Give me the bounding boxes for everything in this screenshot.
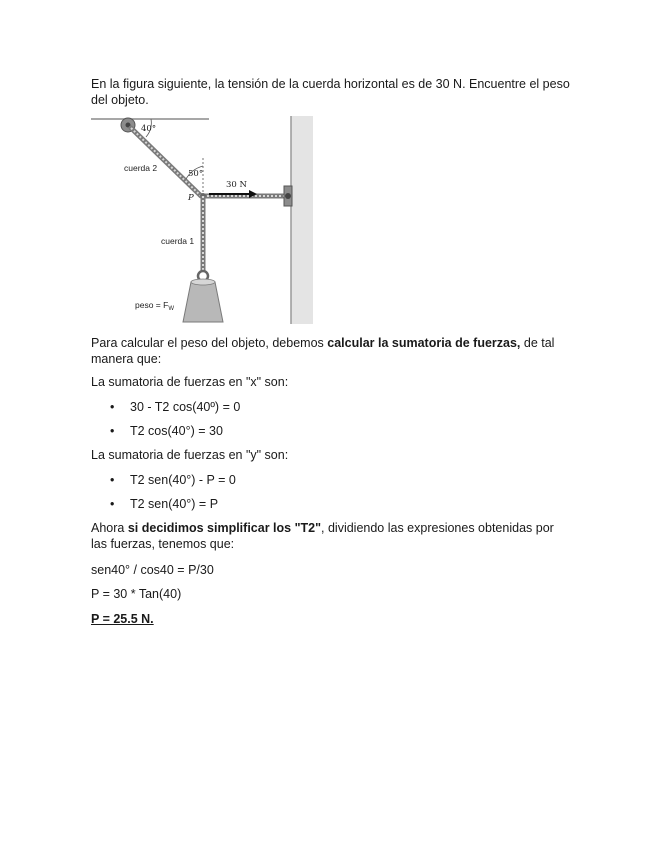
weight-top: [191, 279, 215, 285]
cuerda1-label: cuerda 1: [161, 236, 195, 246]
force-label: 30 N: [226, 180, 247, 190]
list-item: • 30 - T2 cos(40º) = 0: [110, 400, 241, 414]
weight-label: peso = $F_W$: [135, 300, 174, 312]
list-item: • T2 cos(40°) = 30: [110, 424, 223, 438]
intro-text: En la figura siguiente, la tensión de la cuerda horizontal es de 30 N. Encuentre el peso del objeto.: [91, 77, 570, 107]
force-diagram: [91, 116, 313, 324]
sum-x-label: La sumatoria de fuerzas en "x" son:: [91, 375, 289, 389]
angle-mid-label: 50°: [188, 169, 204, 179]
sum-y-label: La sumatoria de fuerzas en "y" son:: [91, 448, 289, 462]
paragraph-simplify: Ahora si decidimos simplificar los "T2", dividiendo las expresiones obtenidas por las fuerzas, tenemos que:: [91, 521, 554, 551]
angle-top-label: 40°: [141, 124, 157, 134]
wall: [291, 116, 313, 324]
list-item: • T2 sen(40°) - P = 0: [110, 473, 236, 487]
cuerda2-label: cuerda 2: [124, 163, 158, 173]
wall-mount-bolt: [285, 193, 291, 199]
equation-1: sen40° / cos40 = P/30: [91, 563, 214, 577]
list-item: • T2 sen(40°) = P: [110, 497, 219, 511]
paragraph-sum-intro: Para calcular el peso del objeto, debemos calcular la sumatoria de fuerzas, de tal manera que:: [91, 336, 555, 366]
final-result: P = 25.5 N.: [91, 612, 154, 626]
equation-2: P = 30 * Tan(40): [91, 587, 182, 601]
point-P-label: P: [188, 193, 194, 203]
